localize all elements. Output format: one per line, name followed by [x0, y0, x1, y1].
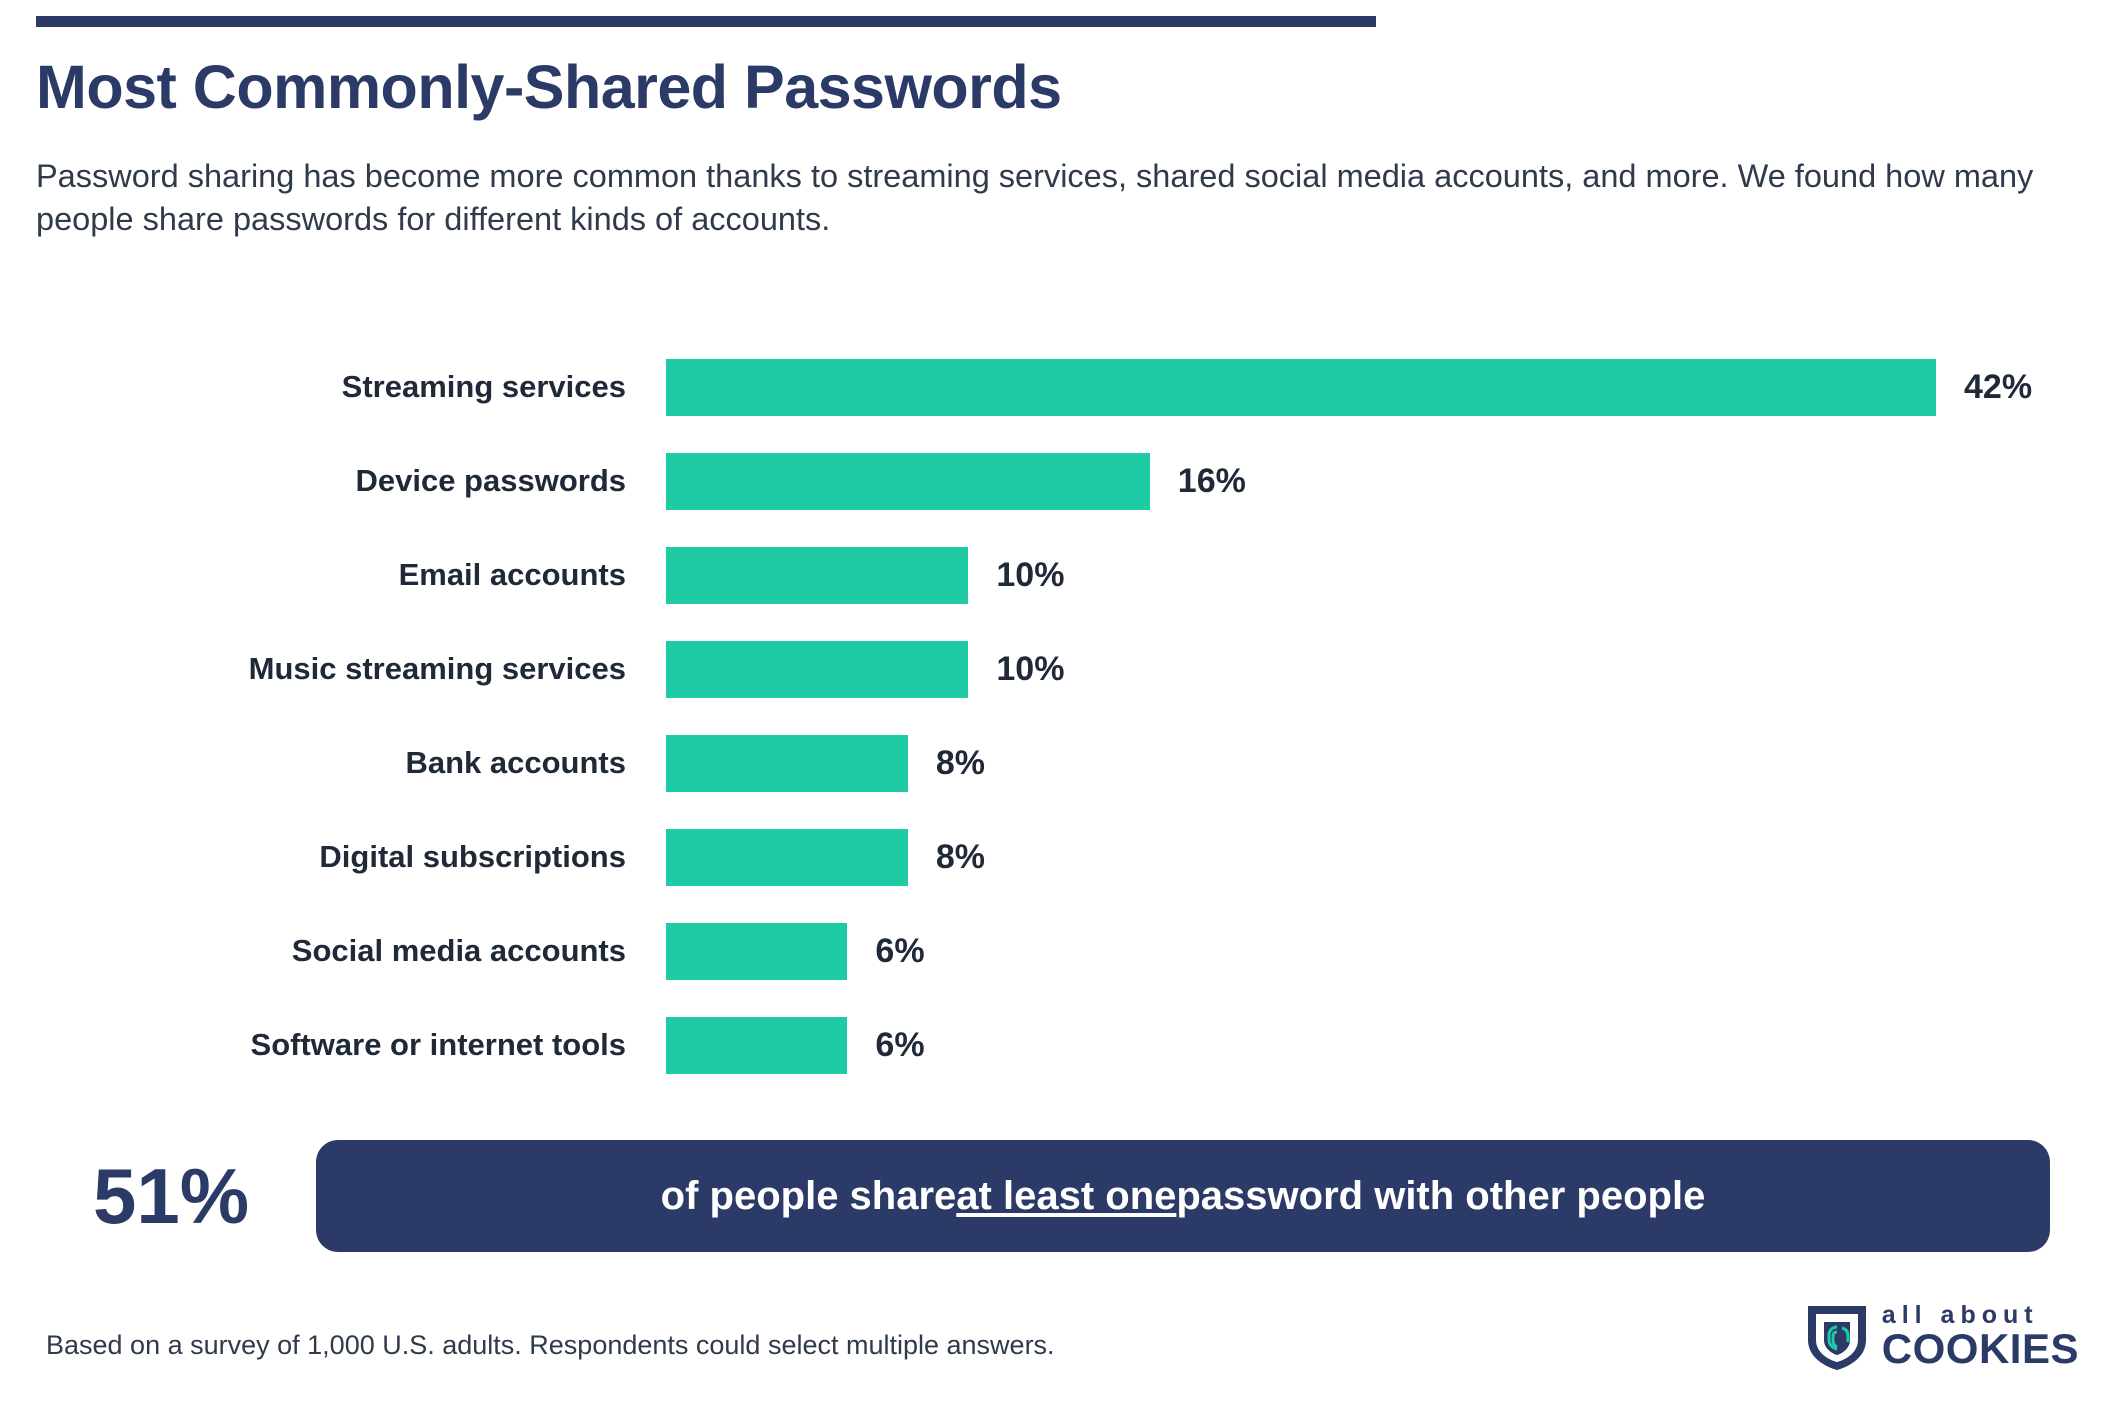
chart-bar-area: [666, 434, 2086, 528]
chart-value-label: 6%: [875, 1025, 925, 1064]
bar-chart: [36, 340, 2086, 1092]
chart-bar-area: [666, 622, 2086, 716]
chart-row: [36, 622, 2086, 716]
callout-banner: [36, 1140, 2056, 1252]
chart-category-label: Digital subscriptions: [319, 839, 626, 874]
footnote: Based on a survey of 1,000 U.S. adults. Respondents could select multiple answers.: [46, 1330, 1055, 1360]
chart-row: [36, 340, 2086, 434]
chart-bar-area: [666, 528, 2086, 622]
chart-value-label: 6%: [875, 931, 925, 970]
chart-row: [36, 716, 2086, 810]
chart-category-label: Streaming services: [341, 369, 626, 404]
chart-category-label: Device passwords: [355, 463, 626, 498]
callout-text-before: of people share: [660, 1173, 957, 1218]
chart-category-label: Social media accounts: [291, 933, 626, 968]
top-rule-divider: [36, 16, 1376, 27]
chart-value-label: 8%: [935, 743, 986, 782]
chart-row: [36, 998, 2086, 1092]
chart-bar-area: [666, 340, 2086, 434]
chart-value-label: 8%: [935, 837, 986, 876]
callout-text-underlined: at least one: [956, 1173, 1177, 1218]
chart-bar-area: [666, 904, 2086, 998]
page-title: Most Commonly-Shared Passwords: [36, 53, 1062, 121]
chart-bar: [666, 359, 1936, 416]
chart-value-label: 42%: [1964, 367, 2033, 406]
chart-row: [36, 434, 2086, 528]
page-subtitle: Password sharing has become more common thanks to streaming services, shared social media accounts, and more. We found how many people share passwords for different kinds of accounts.: [36, 158, 2034, 237]
chart-category-label: Email accounts: [398, 557, 626, 592]
logo-text-bottom: COOKIES: [1881, 1324, 2079, 1372]
callout-text: [316, 1140, 2050, 1252]
chart-row: [36, 810, 2086, 904]
chart-value-label: 10%: [996, 649, 1065, 688]
chart-bar: [666, 829, 908, 886]
chart-bar: [666, 453, 1150, 510]
chart-category-label: Music streaming services: [248, 651, 626, 686]
chart-value-label: 16%: [1177, 461, 1246, 500]
chart-bar-area: [666, 716, 2086, 810]
chart-row: [36, 528, 2086, 622]
chart-bar: [666, 923, 847, 980]
chart-bar-area: [666, 810, 2086, 904]
callout-percent: 51%: [92, 1152, 250, 1240]
brand-logo: [1804, 1300, 2079, 1372]
chart-value-label: 10%: [996, 555, 1065, 594]
chart-category-label: Software or internet tools: [250, 1027, 626, 1062]
logo-wordmark: [1881, 1300, 2079, 1372]
chart-bar: [666, 735, 908, 792]
callout-text-after: password with other people: [1176, 1173, 1706, 1218]
shield-fingerprint-icon: [1804, 1300, 1870, 1372]
chart-bar-area: [666, 998, 2086, 1092]
chart-bar: [666, 641, 968, 698]
chart-bar: [666, 1017, 847, 1074]
chart-category-label: Bank accounts: [405, 745, 626, 780]
logo-text-top: all about: [1881, 1300, 2039, 1329]
chart-bar: [666, 547, 968, 604]
chart-row: [36, 904, 2086, 998]
